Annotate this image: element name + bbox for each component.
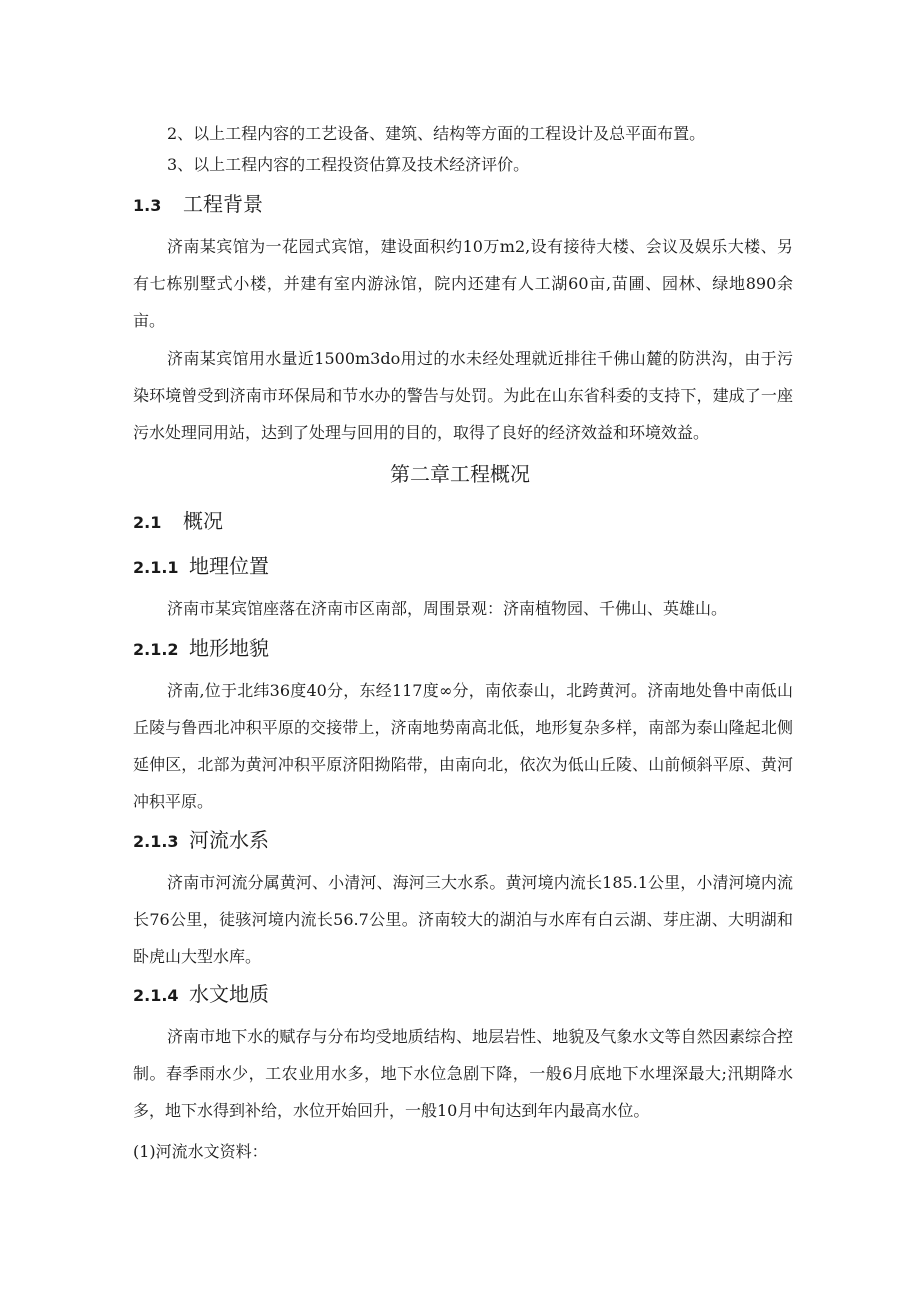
background-paragraph-1: 济南某宾馆为一花园式宾馆，建设面积约10万m2,设有接待大楼、会议及娱乐大楼、另有七栋别墅式小楼，并建有室内游泳馆，院内还建有人工湖60亩,苗圃、园林、绿地890余亩。 [133,237,793,330]
section-title: 地形地貌 [189,636,269,660]
section-heading-2-1-3 [133,826,269,856]
section-number: 2.1.1 [133,558,179,577]
hydrogeology-paragraph: 济南市地下水的赋存与分布均受地质结构、地层岩性、地貌及气象水文等自然因素综合控制。春季雨水少，工农业用水多，地下水位急剧下降，一般6月底地下水埋深最大;汛期降水多，地下水得到补给，水位开始回升，一般10月中旬达到年内最高水位。 [133,1027,793,1120]
section-heading-2-1-2 [133,634,269,664]
section-number: 2.1.4 [133,986,179,1005]
background-paragraph-2: 济南某宾馆用水量近1500m3do用过的水未经处理就近排往千佛山麓的防洪沟，由于污染环境曾受到济南市环保局和节水办的警告与处罚。为此在山东省科委的支持下，建成了一座污水处理同用站，达到了处理与回用的目的，取得了良好的经济效益和环境效益。 [133,349,793,442]
section-heading-2-1-4 [133,980,269,1010]
section-heading-1-3 [133,190,263,220]
section-heading-2-1-1 [133,552,269,582]
section-number: 2.1 [133,513,162,532]
section-number: 2.1.3 [133,832,179,851]
river-paragraph: 济南市河流分属黄河、小清河、海河三大水系。黄河境内流长185.1公里，小清河境内流长76公里，徒骇河境内流长56.7公里。济南较大的湖泊与水库有白云湖、芽庄湖、大明湖和卧虎山大型水库。 [133,873,793,966]
section-title: 工程背景 [183,192,263,216]
section-number: 1.3 [133,196,162,215]
list-item-3: 3、以上工程内容的工程投资估算及技术经济评价。 [167,155,530,174]
chapter-title: 第二章工程概况 [390,462,530,486]
location-paragraph: 济南市某宾馆座落在济南市区南部，周围景观：济南植物园、千佛山、英雄山。 [167,599,728,618]
list-item-2: 2、以上工程内容的工艺设备、建筑、结构等方面的工程设计及总平面布置。 [167,124,706,143]
section-title: 河流水系 [189,828,269,852]
section-number: 2.1.2 [133,640,179,659]
section-title: 概况 [183,509,223,533]
section-heading-2-1 [133,507,223,537]
section-title: 地理位置 [189,554,269,578]
section-title: 水文地质 [189,982,269,1006]
terrain-paragraph: 济南,位于北纬36度40分，东经117度∞分，南依泰山，北跨黄河。济南地处鲁中南低山丘陵与鲁西北冲积平原的交接带上，济南地势南高北低，地形复杂多样，南部为泰山隆起北侧延伸区，北部为黄河冲积平原济阳拗陷带，由南向北，依次为低山丘陵、山前倾斜平原、黄河冲积平原。 [133,681,793,811]
subitem-river-hydrology: (1)河流水文资料： [133,1142,268,1161]
